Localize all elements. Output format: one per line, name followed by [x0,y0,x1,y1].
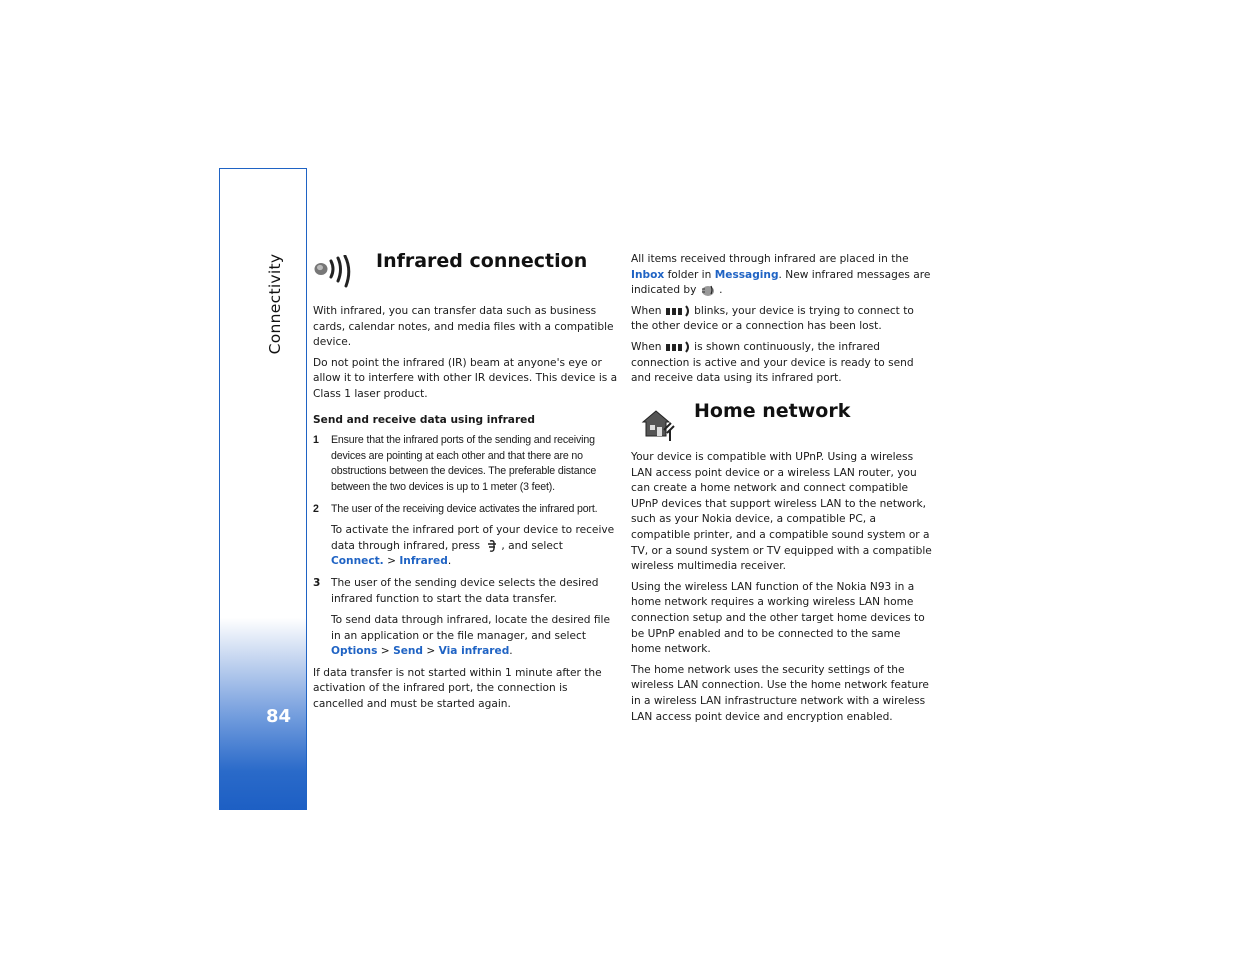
options-menu-link[interactable]: Options [331,645,378,658]
menu-separator: > [380,645,390,658]
right-column-top [631,252,933,392]
step-text: The user of the receiving device activates the infrared port. [331,502,598,515]
infrared-warning: Do not point the infrared (IR) beam at anyone's eye or allow it to interfere with other IR devices. This device is a Class 1 laser product. [313,356,618,400]
connect-menu-link[interactable]: Connect. [331,555,384,568]
step-number: 2 [313,502,319,515]
step-number: 3 [313,576,321,589]
continuous-paragraph [631,340,933,387]
infrared-icon [312,255,358,289]
blinking-paragraph [631,304,933,335]
home-network-p2: Using the wireless LAN function of the Nokia N93 in a home network requires a working wireless LAN home connection setup and the other target home devices to be UPnP enabled and to be connected to the same home network. [631,580,925,656]
text: . New infrared messages are indicated by [631,268,931,297]
text: folder in [667,268,712,281]
subheading: Send and receive data using infrared [313,413,535,426]
received-paragraph [631,252,933,299]
step-2-detail [313,523,618,570]
sidebar-tab [219,168,307,810]
infrared-status-icon [665,340,691,354]
home-network-p3: The home network uses the security settings of the wireless LAN connection. Use the home network feature in a wireless LAN infrastructure network with a wireless LAN access point device and encryption enabled. [631,663,929,723]
detail-text: To send data through infrared, locate the desired file in an application or the file manager, and select [331,614,611,642]
right-column-bottom [631,450,933,730]
section-label: Connectivity [266,253,284,355]
infrared-menu-link[interactable]: Infrared [399,555,448,568]
messaging-link[interactable]: Messaging [714,268,779,281]
period: . [447,555,452,568]
step-2 [313,502,618,518]
step-text: The user of the sending device selects the desired infrared function to start the data transfer. [331,576,599,605]
text: All items received through infrared are placed in the [631,253,909,265]
detail-text: To activate the infrared port of your device to receive data through infrared, press [331,524,615,552]
step-text: Ensure that the infrared ports of the sending and receiving devices are pointing at each other and that there are no obstructions between the devices. The preferable distance between the two devices is up to 1 meter (3 feet). [331,434,597,493]
text: blinks, your device is trying to connect to the other device or a connection has been lost. [631,304,914,333]
via-infrared-menu-link[interactable]: Via infrared [438,645,510,658]
detail-text: , and select [501,539,563,552]
menu-separator: > [387,555,396,568]
infrared-intro: With infrared, you can transfer data such as business cards, calendar notes, and media files with a compatible device. [313,305,614,349]
text: is shown continuously, the infrared connection is active and your device is ready to send and receive data using its infrared port. [631,340,914,385]
home-network-icon [640,408,676,442]
send-menu-link[interactable]: Send [393,645,424,658]
menu-separator: > [426,645,436,658]
text: When [631,304,662,317]
home-network-p1: Your device is compatible with UPnP. Using a wireless LAN access point device or a wireless LAN router, you can create a home network and connect compatible UPnP devices that support wireless LAN to the network, such as your Nokia device, a compatible PC, a compatible printer, and a compatible sound system or a TV, or a sound system or TV equipped with a compatible wireless multimedia receiver. [631,451,932,573]
text: When [631,340,662,353]
home-network-title: Home network [694,400,851,422]
text: . [719,284,723,297]
inbox-link[interactable]: Inbox [631,268,665,281]
step-3 [313,576,618,607]
step-3-detail [313,613,618,660]
step-1 [313,433,618,495]
menu-key-icon [483,539,501,553]
infrared-message-icon [700,283,716,297]
infrared-title: Infrared connection [376,250,588,272]
left-column [313,304,618,718]
page-number: 84 [266,706,292,727]
infrared-status-icon [665,304,691,318]
period: . [509,645,513,658]
infrared-closing: If data transfer is not started within 1 minute after the activation of the infrared port, the connection is cancelled and must be started again. [313,666,602,711]
step-number: 1 [313,434,319,447]
